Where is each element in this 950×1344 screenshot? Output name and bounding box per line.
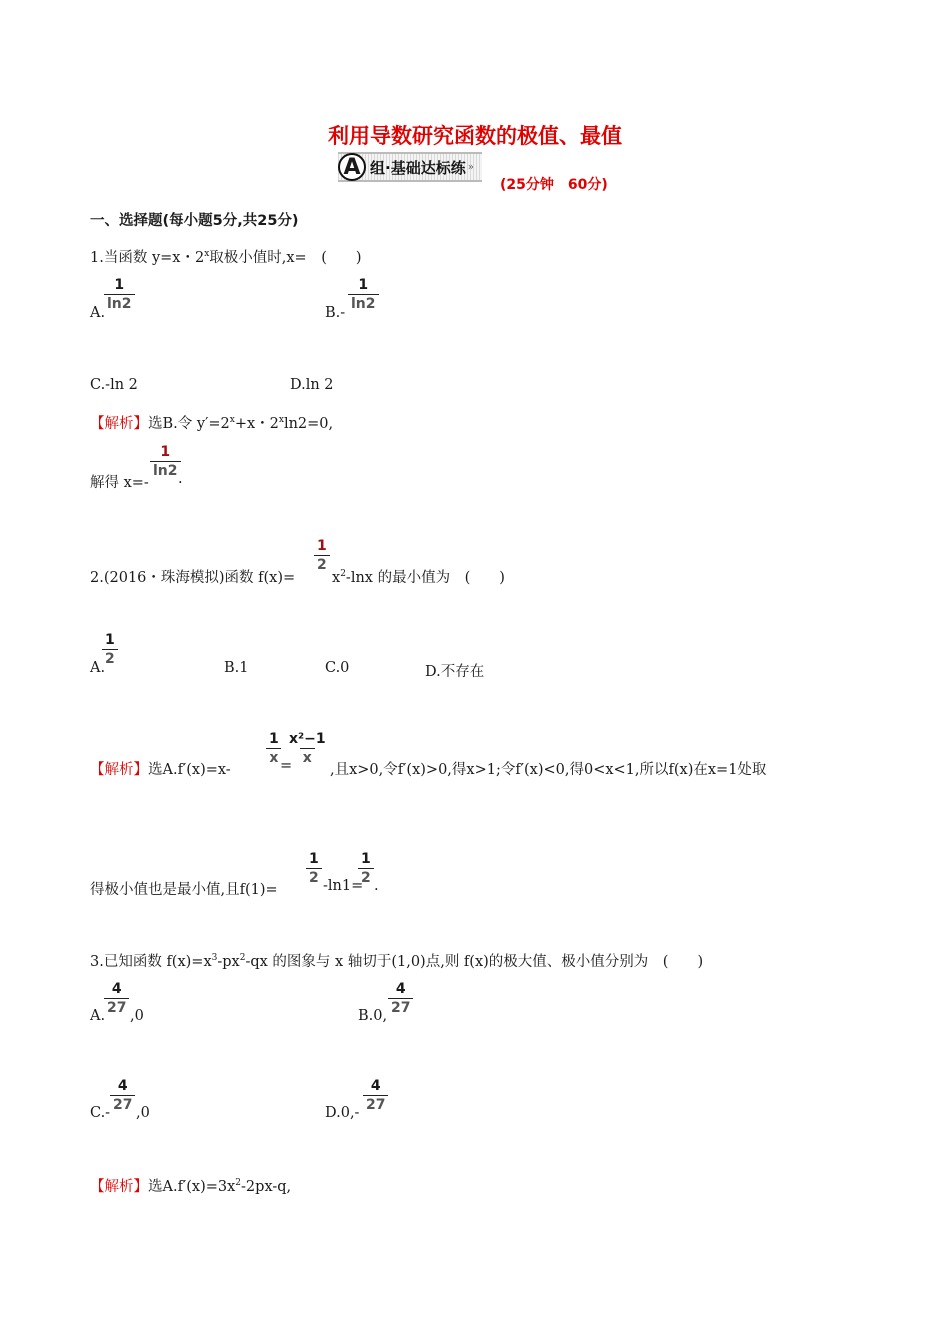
q1-solution-line1: 【解析】选B.令 $y'=2^x+x$・$2^x\ln 2=0$, — [90, 415, 334, 432]
q2-solution-period: . — [374, 878, 379, 894]
q2-stem-start: 2.(2016・珠海模拟)函数 f(x)= — [90, 570, 296, 586]
q2-solution-line1-start: 【解析】选A.f′(x)=x- — [90, 762, 231, 778]
q1-option-d: D.ln 2 — [290, 377, 334, 393]
q1-option-c: C.-ln 2 — [90, 377, 138, 393]
q3-solution-line1: 【解析】选$A.f'(x)=3x^2-2px-q$, — [90, 1178, 292, 1195]
q1-option-a-label: A. — [90, 305, 106, 321]
q2-solution-fraction-3: $\frac{1}{2}$ — [306, 850, 322, 887]
q2-stem-fraction: $\frac{1}{2}$ — [314, 537, 330, 574]
q3-option-a-tail: ,0 — [130, 1008, 144, 1024]
q2-option-a-fraction: $\frac{1}{2}$ — [102, 631, 118, 668]
q3-option-d-label: D.0,- — [325, 1105, 360, 1121]
q3-option-c-tail: ,0 — [136, 1105, 150, 1121]
q3-option-b-label: B.0, — [358, 1008, 388, 1024]
group-letter-icon: A — [338, 153, 366, 181]
q2-option-b: B.1 — [224, 660, 249, 676]
q2-option-c: C.0 — [325, 660, 350, 676]
q1-solution-period: . — [178, 471, 183, 487]
q1-option-b-label: B.- — [325, 305, 346, 321]
q3-option-c-label: C.- — [90, 1105, 111, 1121]
group-mark: » — [467, 161, 474, 173]
group-label: 组·基础达标练 — [370, 158, 466, 177]
q2-solution-line2-mid: -ln1= — [323, 878, 364, 894]
q1-solution-fraction: $\frac{1}{\ln 2}$ — [150, 443, 181, 480]
q2-solution-fraction-4: $\frac{1}{2}$ — [358, 850, 374, 887]
q2-option-a-label: A. — [90, 660, 106, 676]
q2-stem-end: $x^2$-lnx 的最小值为 ( ) — [332, 569, 505, 586]
section-heading: 一、选择题(每小题5分,共25分) — [90, 213, 299, 229]
q3-option-d-fraction: $\frac{4}{27}$ — [363, 1077, 388, 1114]
q2-solution-line1-end: ,且x>0,令f′(x)>0,得x>1;令f′(x)<0,得0<x<1,所以f(x)在x=1处取 — [330, 762, 767, 778]
q3-option-a-label: A. — [90, 1008, 106, 1024]
q2-solution-line2-start: 得极小值也是最小值,且f(1)= — [90, 882, 278, 898]
q3-stem: 3.已知函数 $f(x)=x^3-px^2-qx$ 的图象与 x 轴切于(1,0)点,则 f(x)的极大值、极小值分别为 ( ) — [90, 953, 704, 970]
q2-solution-equals: = — [280, 758, 293, 774]
page-title: 利用导数研究函数的极值、最值 — [328, 124, 622, 148]
group-badge — [338, 152, 482, 182]
time-score: (25分钟 60分) — [500, 177, 608, 193]
q3-option-c-fraction: $\frac{4}{27}$ — [110, 1077, 135, 1114]
q1-solution-line2: 解得 x=- — [90, 475, 149, 491]
q2-option-d: D.不存在 — [425, 664, 485, 680]
q2-solution-fraction-2: $\frac{\text{x²−1}}{x}$ — [289, 731, 326, 766]
q1-option-b-fraction: $\frac{1}{\ln 2}$ — [348, 276, 379, 313]
q1-option-a-fraction: $\frac{1}{\ln 2}$ — [104, 276, 135, 313]
q3-option-b-fraction: $\frac{4}{27}$ — [388, 980, 413, 1017]
q3-option-a-fraction: $\frac{4}{27}$ — [104, 980, 129, 1017]
q2-solution-fraction-1: $\frac{1}{x}$ — [266, 730, 282, 767]
q1-stem: 1.当函数 y=x・2$^x$取极小值时,x= ( ) — [90, 249, 362, 266]
